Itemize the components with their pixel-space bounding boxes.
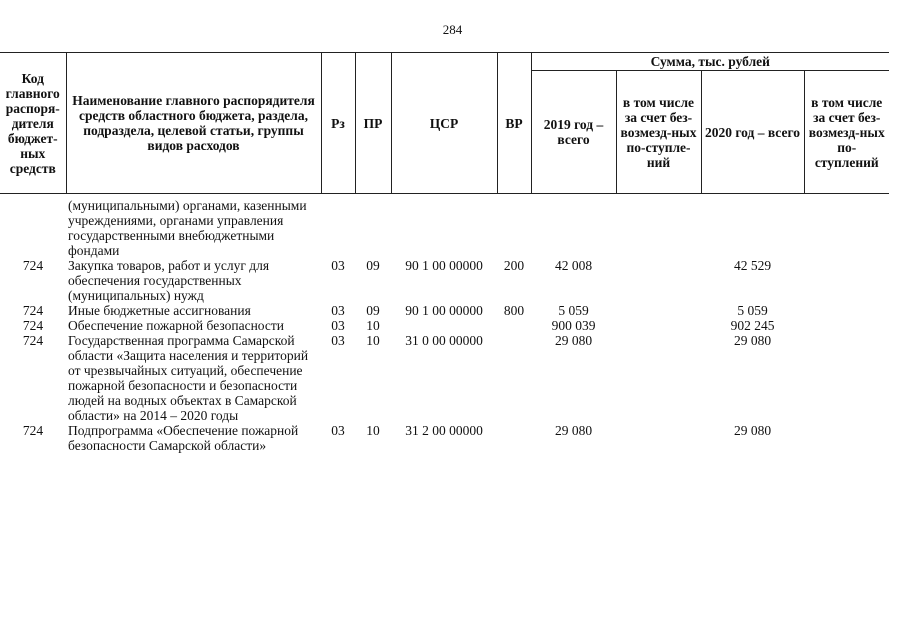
header-sum-group: Сумма, тыс. рублей <box>531 53 889 71</box>
cell-code: 724 <box>22 422 44 438</box>
cell-2020-total: 29 080 <box>733 332 772 348</box>
cell-code: 724 <box>22 302 44 318</box>
cell-vr <box>497 198 531 258</box>
page-number: 284 <box>442 22 463 37</box>
cell-name: Государственная программа Самарской области «Защита населения и территорий от чрезвычайных ситуаций, обеспечение пожарной безопасности и безопасности людей на водных объектах в Самарской области» на 2014 – 2020 годы <box>68 332 309 423</box>
cell-rz <box>321 198 355 258</box>
budget-table <box>0 52 889 453</box>
cell-2019-free <box>616 258 701 303</box>
cell-csr: 90 1 00 00000 <box>405 302 483 318</box>
cell-name: Обеспечение пожарной безопасности <box>68 317 285 333</box>
cell-2020-total: 902 245 <box>730 317 775 333</box>
table-row <box>0 303 889 318</box>
cell-2019-free <box>616 423 701 453</box>
header-code: Код главного распоря-дителя бюджет-ных средств <box>0 53 66 194</box>
cell-rz: 03 <box>331 332 345 348</box>
cell-pr: 09 <box>366 302 380 318</box>
header-rz: Рз <box>321 53 355 194</box>
cell-2020-total <box>701 198 804 258</box>
cell-name: (муниципальными) органами, казенными учреждениями, органами управления государственными внебюджетными фондами <box>68 197 307 258</box>
cell-rz: 03 <box>331 422 345 438</box>
cell-2019-total: 5 059 <box>558 302 589 318</box>
cell-pr: 10 <box>366 422 380 438</box>
header-2020-free: в том числе за счет без-возмезд-ных по-ступлений <box>804 71 889 194</box>
header-2020-total: 2020 год – всего <box>701 71 804 194</box>
cell-2020-total: 29 080 <box>733 422 772 438</box>
table-row <box>0 258 889 303</box>
cell-2019-free <box>616 333 701 423</box>
cell-2019-free <box>616 303 701 318</box>
cell-csr <box>391 318 497 333</box>
cell-2020-total: 5 059 <box>737 302 768 318</box>
header-2019-free: в том числе за счет без-возмезд-ных по-ступле-ний <box>616 71 701 194</box>
cell-2019-total: 29 080 <box>554 332 593 348</box>
cell-2019-total: 900 039 <box>551 317 596 333</box>
cell-pr <box>355 198 391 258</box>
cell-vr <box>497 333 531 423</box>
cell-code: 724 <box>22 257 44 273</box>
table-row <box>0 198 889 258</box>
cell-pr: 09 <box>366 257 380 273</box>
table-row <box>0 423 889 453</box>
cell-csr <box>391 198 497 258</box>
cell-2020-free <box>804 318 889 333</box>
table-header <box>0 53 889 194</box>
cell-pr: 10 <box>366 317 380 333</box>
cell-vr: 200 <box>503 257 525 273</box>
table-body <box>0 194 889 453</box>
cell-csr: 90 1 00 00000 <box>405 257 483 273</box>
cell-2019-total <box>531 198 616 258</box>
header-pr: ПР <box>355 53 391 194</box>
cell-code: 724 <box>22 332 44 348</box>
cell-2020-free <box>804 423 889 453</box>
header-2019-total: 2019 год – всего <box>531 71 616 194</box>
header-vr: ВР <box>497 53 531 194</box>
cell-csr: 31 0 00 00000 <box>405 332 483 348</box>
cell-2019-total: 42 008 <box>554 257 593 273</box>
cell-2020-free <box>804 198 889 258</box>
cell-csr: 31 2 00 00000 <box>405 422 483 438</box>
cell-2019-free <box>616 318 701 333</box>
header-csr: ЦСР <box>391 53 497 194</box>
cell-rz: 03 <box>331 302 345 318</box>
header-name: Наименование главного распорядителя средств областного бюджета, раздела, подраздела, целевой статьи, группы видов расходов <box>66 53 321 194</box>
table-row <box>0 318 889 333</box>
cell-vr: 800 <box>503 302 525 318</box>
cell-2020-total: 42 529 <box>733 257 772 273</box>
cell-rz: 03 <box>331 317 345 333</box>
cell-name: Закупка товаров, работ и услуг для обеспечения государственных (муниципальных) нужд <box>68 257 270 303</box>
cell-vr <box>497 318 531 333</box>
cell-code: 724 <box>22 317 44 333</box>
cell-name: Подпрограмма «Обеспечение пожарной безопасности Самарской области» <box>68 422 299 453</box>
cell-2020-free <box>804 333 889 423</box>
cell-2020-free <box>804 303 889 318</box>
cell-vr <box>497 423 531 453</box>
cell-code <box>0 198 66 258</box>
cell-name: Иные бюджетные ассигнования <box>68 302 251 318</box>
cell-2019-free <box>616 198 701 258</box>
cell-pr: 10 <box>366 332 380 348</box>
cell-2019-total: 29 080 <box>554 422 593 438</box>
table-row <box>0 333 889 423</box>
cell-rz: 03 <box>331 257 345 273</box>
cell-2020-free <box>804 258 889 303</box>
